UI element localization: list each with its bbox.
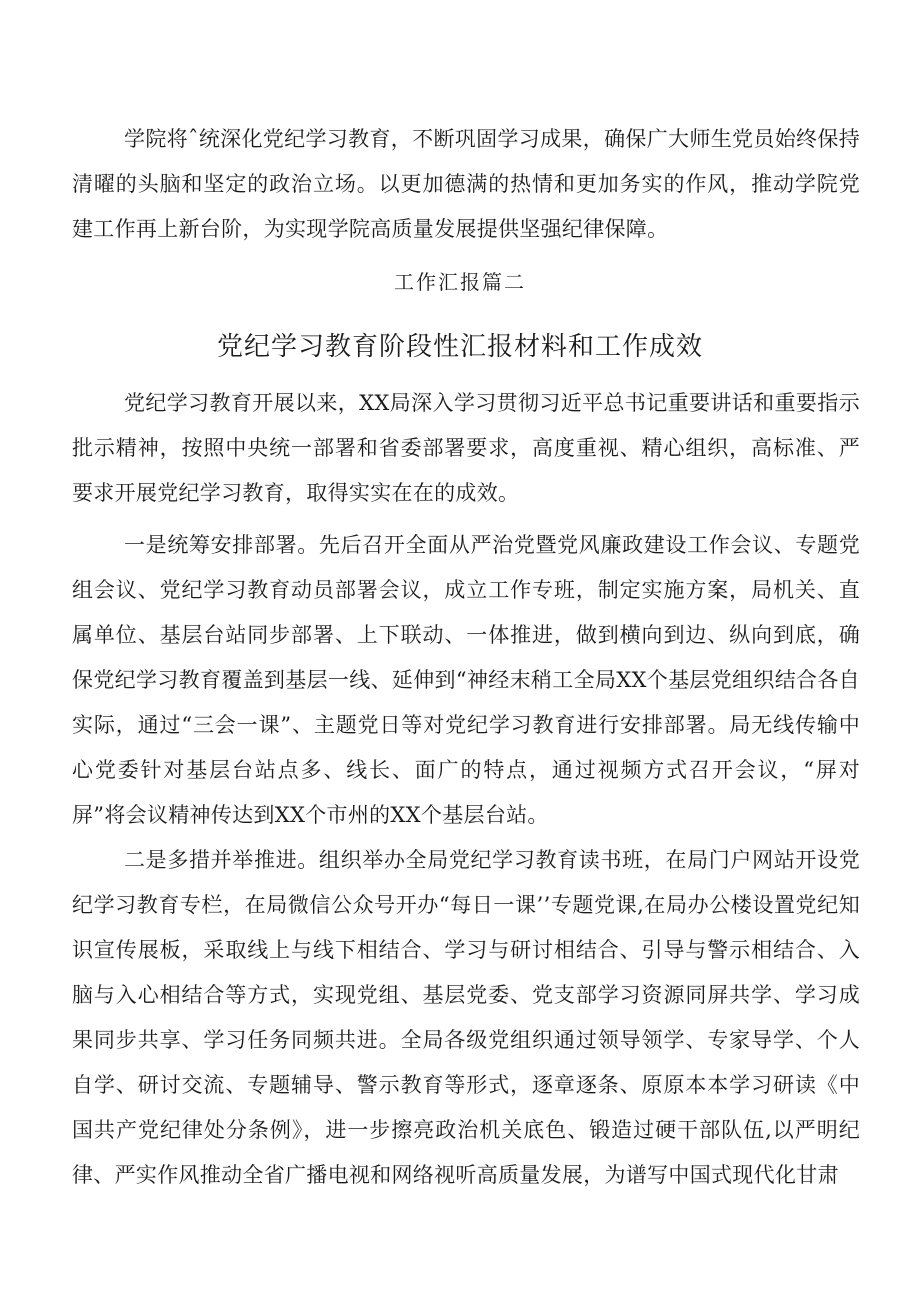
section-label: 工作汇报篇二 (394, 270, 526, 294)
intro-paragraph: 学院将ˆ统深化党纪学习教育，不断巩固学习成果，确保广大师生党员始终保持清曜的头脑和坚定的政治立场。以更加德满的热情和更加务实的作风，推动学院党建工作再上新台阶，为实现学院高质量发展提供坚强纪律保障。 (72, 127, 860, 241)
body-paragraph: 一是统筹安排部署。先后召开全面从严治党暨党风廉政建设工作会议、专题党组会议、党纪学习教育动员部署会议，成立工作专班，制定实施方案，局机关、直属单位、基层台站同步部署、上下联动、一体推进，做到横向到边、纵向到底，确保党纪学习教育覆盖到基层一线、延伸到“神经末稍工全局XX个基层党组织结合各自实际，通过“三会一课”、主题党日等对党纪学习教育进行安排部署。局无线传输中心党委针对基层台站点多、线长、面广的特点，通过视频方式召开会议，“屏对屏”将会议精神传达到XX个市州的XX个基层台站。 (72, 533, 860, 827)
body-paragraph: 二是多措并举推进。组织举办全局党纪学习教育读书班，在局门户网站开设党纪学习教育专栏，在局微信公众号开办“每日一课’’专题党课,在局办公楼设置党纪知识宣传展板，采取线上与线下相结合、学习与研讨相结合、引导与警示相结合、入脑与入心相结合等方式，实现党组、基层党委、党支部学习资源同屏共学、学习成果同步共享、学习任务同频共进。全局各级党组织通过领导领学、专家导学、个人自学、研讨交流、专题辅导、警示教育等形式，逐章逐条、原原本本学习研读《中国共产党纪律处分条例》，进一步擦亮政治机关底色、锻造过硬干部队伍,以严明纪律、严实作风推动全省广播电视和网络视听高质量发展，为谱写中国式现代化甘肃 (72, 848, 860, 1187)
document-title: 党纪学习教育阶段性汇报材料和工作成效 (216, 332, 703, 362)
body-paragraph: 党纪学习教育开展以来，XX局深入学习贯彻习近平总书记重要讲话和重要指示批示精神，按照中央统一部署和省委部署要求，高度重视、精心组织，高标准、严要求开展党纪学习教育，取得实实在在的成效。 (72, 391, 860, 505)
